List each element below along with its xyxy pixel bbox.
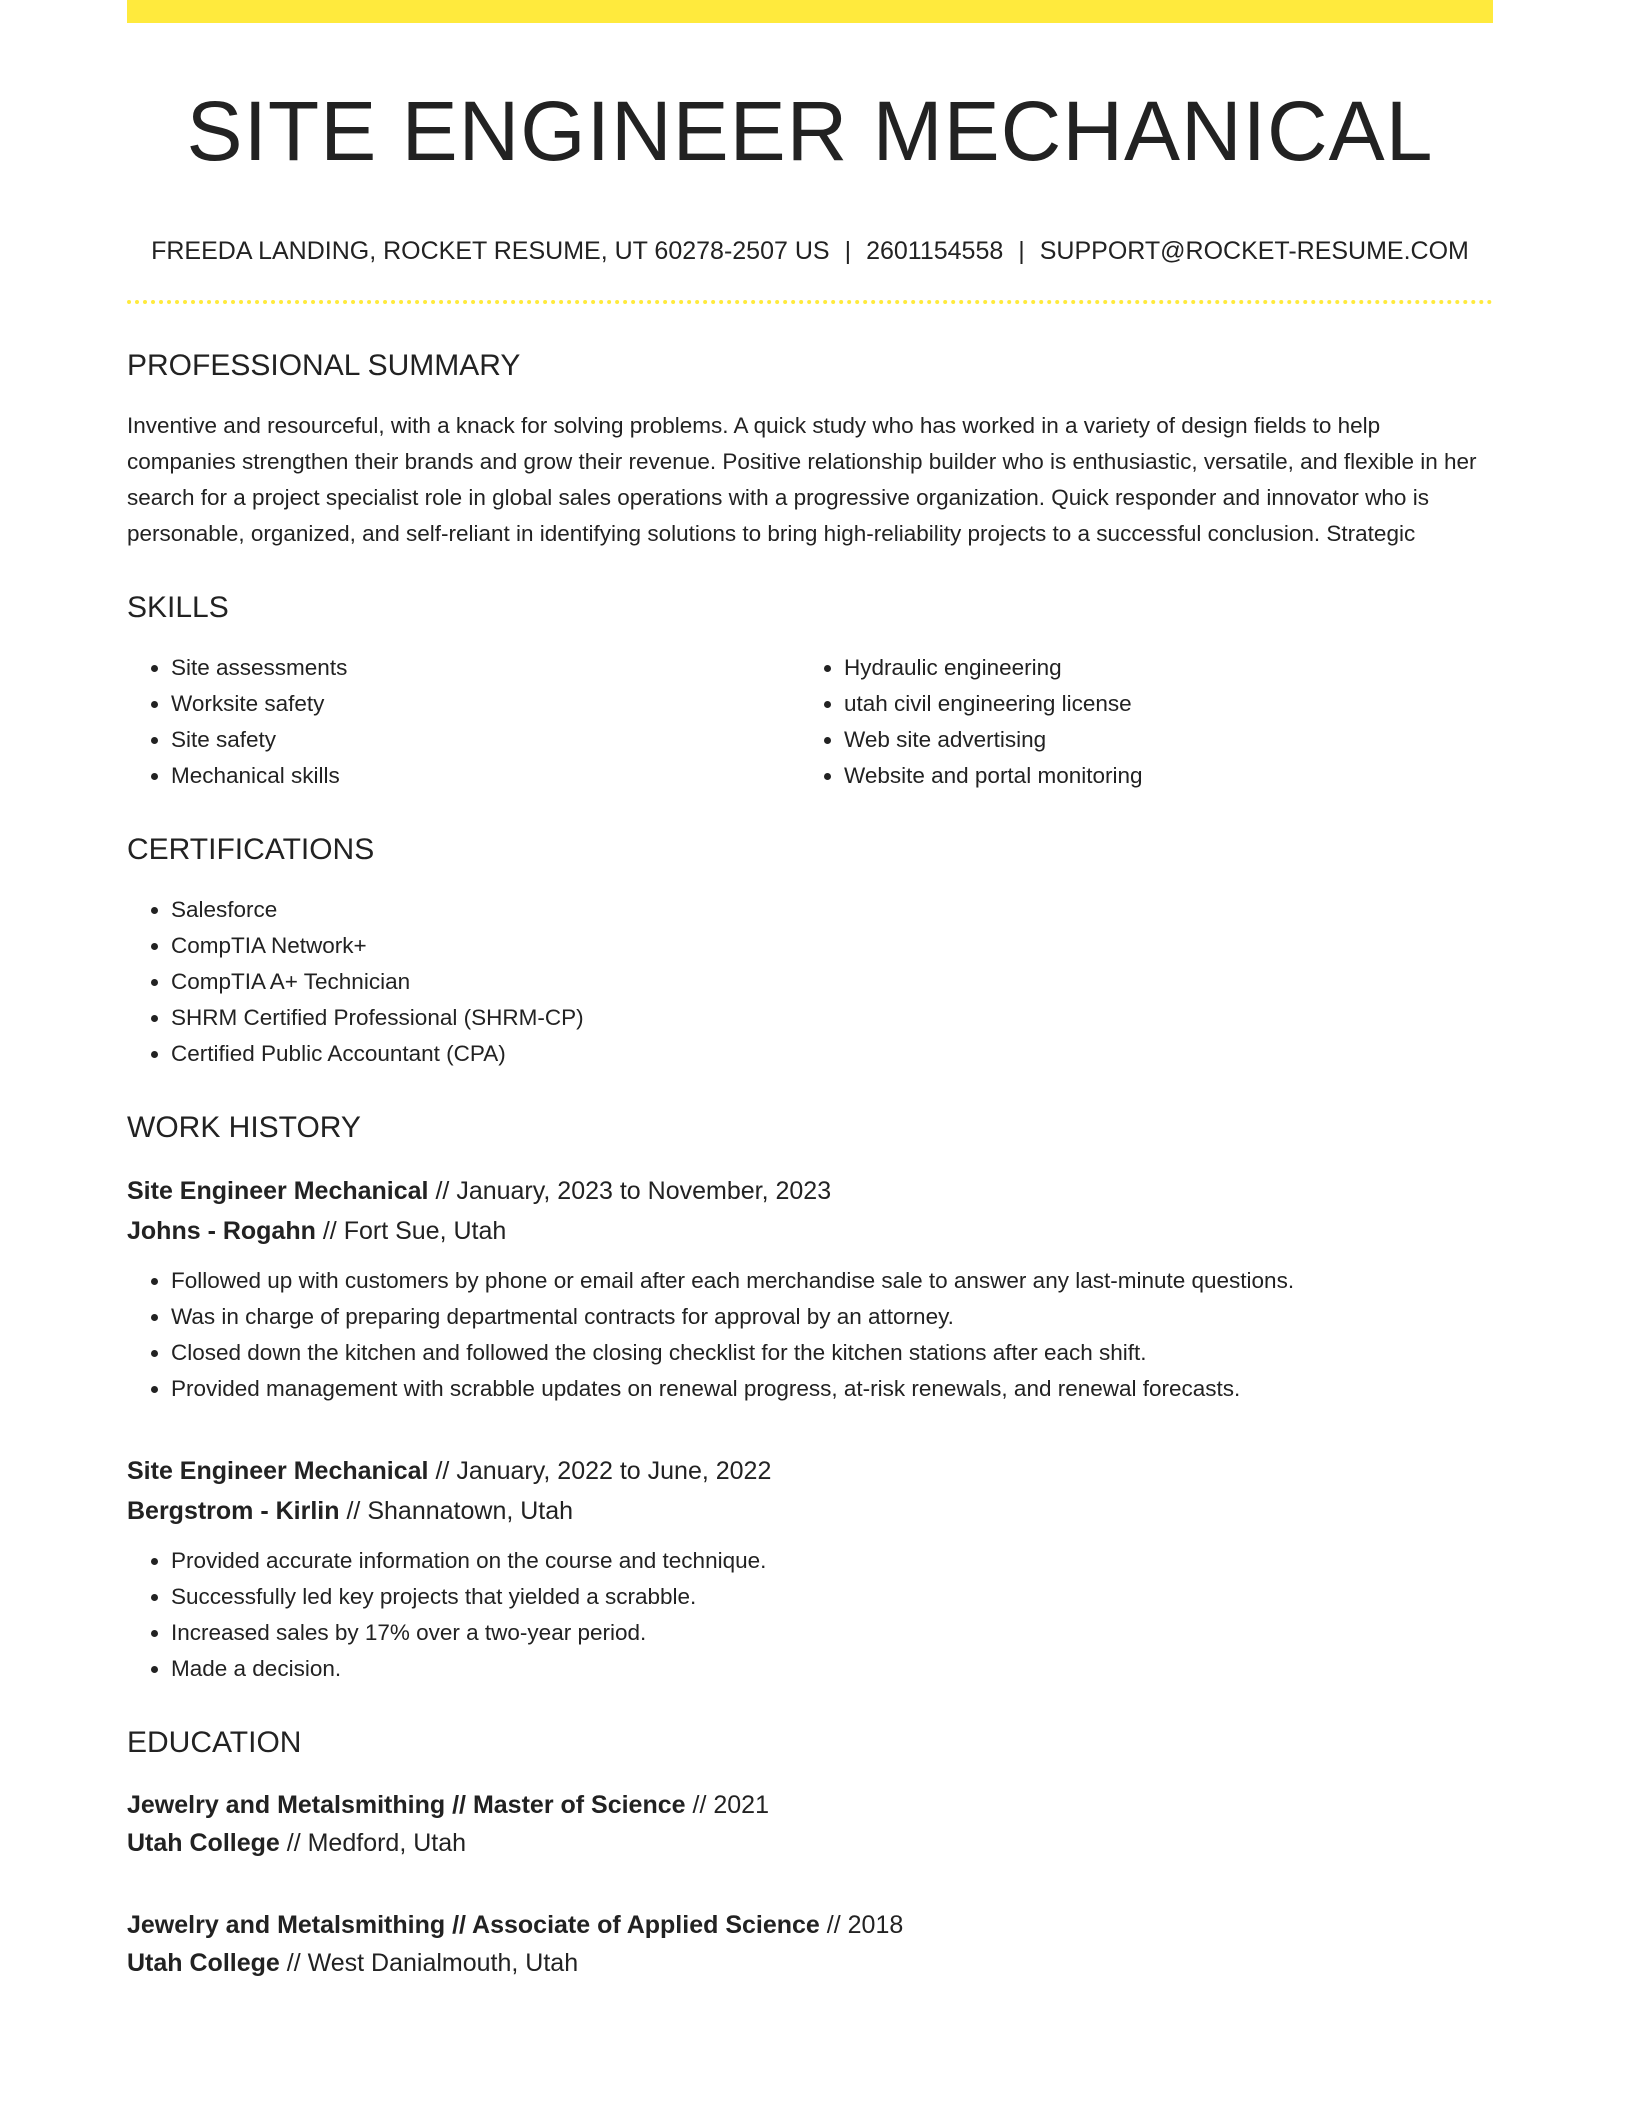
- certification-item: • CompTIA A+ Technician: [171, 964, 1493, 1000]
- skills-column-left: [127, 650, 800, 794]
- job-company-line: [127, 1211, 1493, 1251]
- contact-email: SUPPORT@ROCKET-RESUME.COM: [1039, 237, 1469, 265]
- certification-item: • Salesforce: [171, 892, 1493, 928]
- education-school-line: [127, 1944, 1493, 1982]
- job-company: Johns - Rogahn: [127, 1217, 316, 1245]
- education-field: Jewelry and Metalsmithing: [127, 1911, 446, 1939]
- separator: //: [692, 1791, 707, 1819]
- education-year: 2021: [713, 1791, 769, 1819]
- job-company-line: [127, 1491, 1493, 1531]
- job-entry: [127, 1451, 1493, 1687]
- skill-item: • utah civil engineering license: [844, 686, 1473, 722]
- job-bullets: [127, 1263, 1493, 1407]
- skill-item: • Site assessments: [171, 650, 800, 686]
- skill-item: • Website and portal monitoring: [844, 758, 1473, 794]
- job-role-line: [127, 1171, 1493, 1211]
- certifications-list: [127, 892, 1493, 1072]
- job-bullet: • Was in charge of preparing departmental contracts for approval by an attorney.: [171, 1299, 1493, 1335]
- skill-item: • Web site advertising: [844, 722, 1473, 758]
- job-role-line: [127, 1451, 1493, 1491]
- skill-item: • Site safety: [171, 722, 800, 758]
- skills-grid: [127, 650, 1493, 794]
- summary-heading: PROFESSIONAL SUMMARY: [127, 349, 521, 382]
- separator: //: [286, 1949, 301, 1977]
- job-bullet: • Provided management with scrabble updates on renewal progress, at-risk renewals, and renewal forecasts.: [171, 1371, 1493, 1407]
- job-bullet: • Followed up with customers by phone or email after each merchandise sale to answer any last-minute questions.: [171, 1263, 1493, 1299]
- separator: //: [435, 1457, 450, 1485]
- education-heading: EDUCATION: [127, 1726, 302, 1759]
- job-bullet: • Successfully led key projects that yielded a scrabble.: [171, 1579, 1493, 1615]
- education-school: Utah College: [127, 1829, 280, 1857]
- job-role: Site Engineer Mechanical: [127, 1177, 429, 1205]
- resume-title: SITE ENGINEER MECHANICAL: [186, 84, 1434, 178]
- certification-item: • Certified Public Accountant (CPA): [171, 1036, 1493, 1072]
- separator: //: [346, 1497, 361, 1525]
- education-location: Medford, Utah: [307, 1829, 467, 1857]
- education-degree: Associate of Applied Science: [472, 1911, 820, 1939]
- skills-column-right: [800, 650, 1473, 794]
- separator: //: [826, 1911, 841, 1939]
- job-bullet: • Increased sales by 17% over a two-year period.: [171, 1615, 1493, 1651]
- job-location: Fort Sue, Utah: [343, 1217, 507, 1245]
- job-dates: January, 2022 to June, 2022: [456, 1457, 772, 1485]
- job-bullet: • Provided accurate information on the course and technique.: [171, 1543, 1493, 1579]
- top-accent-bar: [127, 0, 1493, 23]
- separator: //: [452, 1911, 466, 1939]
- job-location: Shannatown, Utah: [367, 1497, 574, 1525]
- work-history-heading: WORK HISTORY: [127, 1111, 361, 1144]
- job-dates: January, 2023 to November, 2023: [456, 1177, 832, 1205]
- job-bullet: • Closed down the kitchen and followed the closing checklist for the kitchen stations after each shift.: [171, 1335, 1493, 1371]
- contact-phone: 2601154558: [866, 237, 1004, 265]
- education-degree-line: [127, 1906, 1493, 1944]
- education-location: West Danialmouth, Utah: [307, 1949, 579, 1977]
- separator: //: [435, 1177, 450, 1205]
- education-entry: [127, 1906, 1493, 1982]
- skill-item: • Mechanical skills: [171, 758, 800, 794]
- certifications-heading: CERTIFICATIONS: [127, 833, 375, 866]
- contact-separator: |: [1018, 237, 1025, 265]
- education-degree-line: [127, 1786, 1493, 1824]
- job-company: Bergstrom - Kirlin: [127, 1497, 340, 1525]
- job-bullet: • Made a decision.: [171, 1651, 1493, 1687]
- education-year: 2018: [847, 1911, 904, 1939]
- skill-item: • Hydraulic engineering: [844, 650, 1473, 686]
- summary-text: Inventive and resourceful, with a knack for solving problems. A quick study who has worked in a variety of design fields to help companies strengthen their brands and grow their revenue. Positive relationship builder who is enthusiastic, versatile, and flexible in her search for a project specialist role in global sales operations with a progressive organization. Quick responder and innovator who is personable, organized, and self-reliant in identifying solutions to bring high-reliability projects to a successful conclusion. Strategic: [127, 413, 1477, 546]
- skills-heading: SKILLS: [127, 591, 229, 624]
- separator: //: [322, 1217, 337, 1245]
- separator: //: [286, 1829, 301, 1857]
- job-entry: [127, 1171, 1493, 1407]
- skill-item: • Worksite safety: [171, 686, 800, 722]
- job-role: Site Engineer Mechanical: [127, 1457, 429, 1485]
- dotted-divider: [127, 300, 1493, 304]
- education-school: Utah College: [127, 1949, 280, 1977]
- certification-item: • CompTIA Network+: [171, 928, 1493, 964]
- education-entry: [127, 1786, 1493, 1862]
- education-school-line: [127, 1824, 1493, 1862]
- certification-item: • SHRM Certified Professional (SHRM-CP): [171, 1000, 1493, 1036]
- contact-separator: |: [844, 237, 852, 265]
- contact-line: [127, 239, 1493, 264]
- contact-address: FREEDA LANDING, ROCKET RESUME, UT 60278-2507 US: [151, 237, 830, 265]
- education-field: Jewelry and Metalsmithing: [127, 1791, 446, 1819]
- resume-page: [127, 0, 1493, 1982]
- education-degree: Master of Science: [472, 1791, 686, 1819]
- separator: //: [452, 1791, 466, 1819]
- job-bullets: [127, 1543, 1493, 1687]
